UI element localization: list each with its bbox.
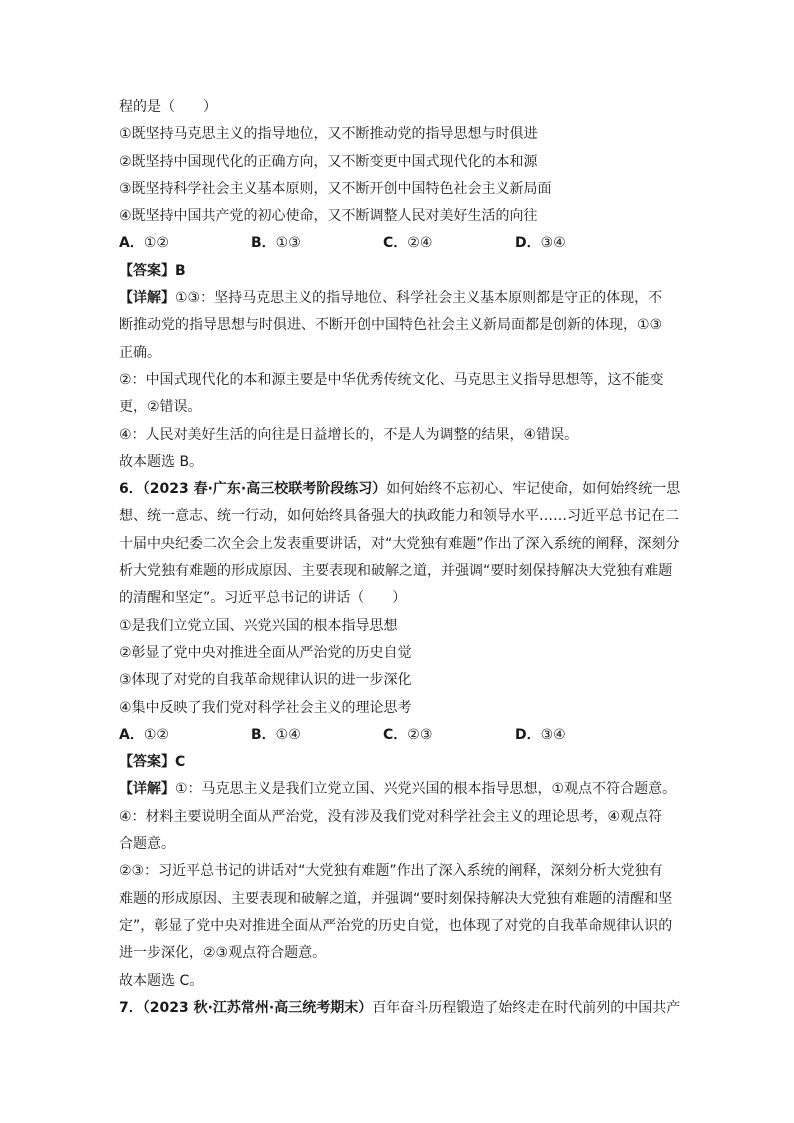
- option-a: A．①②: [119, 235, 169, 252]
- option-c: C．②③: [383, 726, 433, 743]
- explanation-line: 【详解】①：马克思主义是我们立党立国、兴党兴国的根本指导思想，①观点不符合题意。: [119, 781, 677, 798]
- explanation-line: 难题的形成原因、主要表现和破解之道，并强调“要时刻保持解决大党独有难题的清醒和坚: [119, 890, 673, 907]
- statement-4: ④集中反映了我们党对科学社会主义的理论思考: [119, 699, 412, 716]
- page-content: [119, 94, 679, 1022]
- statement-2: ②彰显了党中央对推进全面从严治党的历史自觉: [119, 644, 412, 661]
- option-b: B．①④: [251, 726, 301, 743]
- explanation-line: ④：材料主要说明全面从严治党，没有涉及我们党对科学社会主义的理论思考，④观点符: [119, 808, 663, 825]
- answer-line: 【答案】C: [119, 754, 186, 771]
- question-stem-line: 想、统一意志、统一行动，如何始终具备强大的执政能力和领导水平……习近平总书记在二: [119, 508, 679, 525]
- option-a: A．①②: [119, 726, 169, 743]
- option-d: D．③④: [515, 235, 566, 252]
- statement-3: ③体现了对党的自我革命规律认识的进一步深化: [119, 672, 412, 689]
- question-6-stem: 6．（2023 春·广东·高三校联考阶段练习）如何始终不忘初心、牢记使命，如何始终统一思: [119, 481, 681, 498]
- answer-options: [119, 722, 679, 749]
- answer-line: 【答案】B: [119, 262, 186, 279]
- statement-1: ①既坚持马克思主义的指导地位，又不断推动党的指导思想与时俱进: [119, 126, 538, 143]
- question-stem-tail: 程的是（ ）: [119, 99, 217, 115]
- statement-4: ④既坚持中国共产党的初心使命，又不断调整人民对美好生活的向往: [119, 208, 538, 225]
- explanation-line: 正确。: [119, 344, 161, 361]
- explanation-line: ④：人民对美好生活的向往是日益增长的，不是人为调整的结果，④错误。: [119, 426, 579, 443]
- statement-1: ①是我们立党立国、兴党兴国的根本指导思想: [119, 617, 398, 634]
- question-7-stem: 7．（2023 秋·江苏常州·高三统考期末）百年奋斗历程锻造了始终走在时代前列的中国共产: [119, 999, 681, 1016]
- explanation-line: 定”，彰显了党中央对推进全面从严治党的历史自觉，也体现了对党的自我革命规律认识的: [119, 917, 673, 934]
- statement-3: ③既坚持科学社会主义基本原则，又不断开创中国特色社会主义新局面: [119, 180, 552, 197]
- explanation-line: 【详解】①③：坚持马克思主义的指导地位、科学社会主义基本原则都是守正的体现，不: [119, 290, 663, 307]
- explanation-line: 合题意。: [119, 836, 175, 853]
- conclusion-line: 故本题选 C。: [119, 972, 204, 989]
- conclusion-line: 故本题选 B。: [119, 453, 204, 470]
- answer-options: [119, 230, 679, 257]
- explanation-line: ②③：习近平总书记的讲话对“大党独有难题”作出了深入系统的阐释，深刻分析大党独有: [119, 863, 663, 880]
- question-stem-line: 十届中央纪委二次全会上发表重要讲话，对“大党独有难题”作出了深入系统的阐释，深刻分: [119, 535, 680, 552]
- explanation-line: 进一步深化，②③观点符合题意。: [119, 945, 327, 962]
- option-d: D．③④: [515, 726, 566, 743]
- option-c: C．②④: [383, 235, 433, 252]
- explanation-line: ②：中国式现代化的本和源主要是中华优秀传统文化、马克思主义指导思想等，这不能变: [119, 371, 664, 388]
- statement-2: ②既坚持中国现代化的正确方向，又不断变更中国式现代化的本和源: [119, 153, 538, 170]
- option-b: B．①③: [251, 235, 301, 252]
- question-stem-line: 的清醒和坚定”。习近平总书记的讲话（ ）: [119, 590, 407, 607]
- explanation-line: 更，②错误。: [119, 399, 202, 416]
- question-stem-line: 析大党独有难题的形成原因、主要表现和破解之道，并强调“要时刻保持解决大党独有难题: [119, 563, 673, 580]
- explanation-line: 断推动党的指导思想与时俱进、不断开创中国特色社会主义新局面都是创新的体现，①③: [119, 317, 663, 334]
